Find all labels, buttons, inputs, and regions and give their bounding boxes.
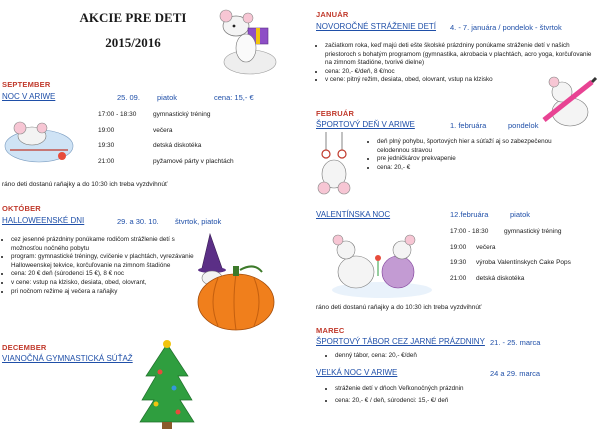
- schedule-activity: pyžamové párty v plachtách: [153, 157, 234, 165]
- month-januar: JANUÁR: [316, 10, 349, 19]
- list-item: • v cene: vstup na klzisko, desiata, obed, olovrant,: [11, 279, 199, 288]
- christmas-tree-illustration: [136, 338, 198, 430]
- pumpkin-witch-illustration: [188, 228, 278, 338]
- september-price: cena: 15,- €: [214, 93, 254, 102]
- event-sportovy-tabor[interactable]: ŠPORTOVÝ TÁBOR CEZ JARNÉ PRÁZDNINY: [316, 337, 485, 346]
- schedule-activity: večera: [153, 126, 173, 134]
- marec-bullets-1: [326, 352, 585, 361]
- schedule-row: [450, 275, 571, 291]
- month-september: SEPTEMBER: [2, 80, 51, 89]
- januar-date: 4. - 7. januára / pondelok - štvrtok: [450, 23, 562, 32]
- event-velka-noc-v-ariwe[interactable]: VEĽKÁ NOC V ARIWE: [316, 368, 398, 377]
- schedule-time: 21:00: [450, 274, 467, 282]
- list-item: • deň plný pohybu, športových hier a súťaží aj so zabezpečenou celodennou stravou: [377, 138, 557, 155]
- schedule-activity: gymnastický tréning: [504, 228, 562, 235]
- schedule-row: [450, 244, 571, 260]
- schedule-time: 19:00: [450, 243, 467, 251]
- september-schedule: [98, 111, 234, 173]
- list-item: • denný tábor, cena: 20,- €/deň: [335, 352, 585, 361]
- title-line-2: 2015/2016: [105, 35, 161, 50]
- event-valentinska-noc[interactable]: VALENTÍNSKA NOC: [316, 210, 391, 219]
- februar-date: 1. februára: [450, 121, 487, 130]
- list-item: • pri nočnom režime aj večera a raňajky: [11, 288, 199, 297]
- schedule-time: 17:00 - 18:30: [450, 228, 489, 235]
- oktober-day: štvrtok, piatok: [175, 217, 222, 226]
- september-day: piatok: [157, 93, 178, 102]
- month-marec: MAREC: [316, 326, 345, 335]
- marec-date-2: 24 a 29. marca: [490, 369, 541, 378]
- title-line-1: AKCIE PRE DETI: [79, 10, 187, 25]
- list-item: • cena: 20,- €: [377, 164, 557, 173]
- sleeping-mouse-illustration: [2, 112, 76, 168]
- month-februar: FEBRUÁR: [316, 109, 355, 118]
- schedule-row: [450, 228, 571, 244]
- schedule-time: 17:00 - 18:30: [98, 111, 137, 118]
- schedule-row: [98, 127, 234, 143]
- schedule-time: 21:00: [98, 157, 115, 165]
- event-vianocna-gymnasticka-sutaz[interactable]: VIANOČNÁ GYMNASTICKÁ SÚŤAŽ: [2, 354, 133, 363]
- list-item: • v cene: pitný režim, desiata, obed, olovrant, vstup na klzisko: [325, 76, 597, 85]
- schedule-activity: výroba Valentínskych Cake Pops: [476, 259, 571, 266]
- valentin-schedule: [450, 228, 571, 290]
- februar-bullets: [368, 138, 557, 172]
- list-item: • stráženie detí v dňoch Veľkonočných prázdnin: [335, 383, 585, 395]
- september-date: 25. 09.: [117, 93, 140, 102]
- couple-mice-illustration: [322, 228, 442, 300]
- schedule-activity: večera: [476, 243, 496, 251]
- oktober-bullets: [2, 236, 199, 296]
- list-item: • cena: 20,- € / deň, súrodenci: 15,- €/ deň: [335, 395, 585, 407]
- schedule-activity: detská diskotéka: [153, 142, 202, 149]
- schedule-time: 19:30: [98, 142, 115, 149]
- februar-day: pondelok: [508, 121, 539, 130]
- list-item: • cena: 20 € deň (súrodenci 15 €), 8 € noc: [11, 270, 199, 279]
- list-item: • cez jesenné prázdniny ponúkame rodičom strážlenie detí s možnosťou nočného pobytu: [11, 236, 199, 253]
- gymnast-mouse-rings-illustration: [304, 130, 362, 202]
- schedule-row: [98, 111, 234, 127]
- valentin-date: 12.februára: [450, 210, 489, 219]
- schedule-activity: detská diskotéka: [476, 274, 525, 282]
- month-oktober: OKTÓBER: [2, 204, 41, 213]
- schedule-activity: gymnastický tréning: [153, 111, 211, 118]
- list-item: • začiatkom roka, keď majú deti ešte školské prázdniny ponúkame stráženie detí v našich priestoroch s bohatým programom (gymnastika, akrobacia v plachtách, acro yoga, korčuľovanie na zimnom štadióne, tvorivé dielne): [325, 42, 597, 68]
- month-december: DECEMBER: [2, 343, 47, 352]
- event-noc-v-ariwe[interactable]: NOC V ARIWE: [2, 92, 56, 101]
- event-sportovy-den-v-ariwe[interactable]: ŠPORTOVÝ DEŇ V ARIWE: [316, 120, 415, 129]
- list-item: • program: gymnastické tréningy, cvičenie v plachtách, vyrezávanie Halloweenskej tekvice, korčuľovanie na zimnom štadióne: [11, 253, 199, 270]
- mouse-gift-illustration: [210, 4, 288, 76]
- list-item: • cena: 20,- €/deň, 8 €/noc: [325, 68, 597, 77]
- schedule-row: [98, 142, 234, 158]
- schedule-row: [98, 158, 234, 174]
- page-title: [58, 10, 208, 51]
- valentin-day: piatok: [510, 210, 531, 219]
- september-note: ráno deti dostanú raňajky a do 10:30 ich treba vyzdvihnúť: [2, 181, 168, 188]
- marec-bullets-2: [326, 383, 585, 407]
- mouse-pencil-illustration: [540, 68, 598, 130]
- schedule-time: 19:00: [98, 126, 115, 134]
- marec-date-1: 21. - 25. marca: [490, 338, 541, 347]
- schedule-row: [450, 259, 571, 275]
- schedule-time: 19:30: [450, 259, 467, 266]
- list-item: • pre jedničkárov prekvapenie: [377, 155, 557, 164]
- event-novorocne-strazenie-deti[interactable]: NOVOROČNÉ STRÁŽENIE DETÍ: [316, 22, 437, 31]
- event-halloweenske-dni[interactable]: HALLOWEENSKÉ DNI: [2, 216, 85, 225]
- valentin-note: ráno deti dostanú raňajky a do 10:30 ich treba vyzdvihnúť: [316, 304, 482, 311]
- oktober-date: 29. a 30. 10.: [117, 217, 159, 226]
